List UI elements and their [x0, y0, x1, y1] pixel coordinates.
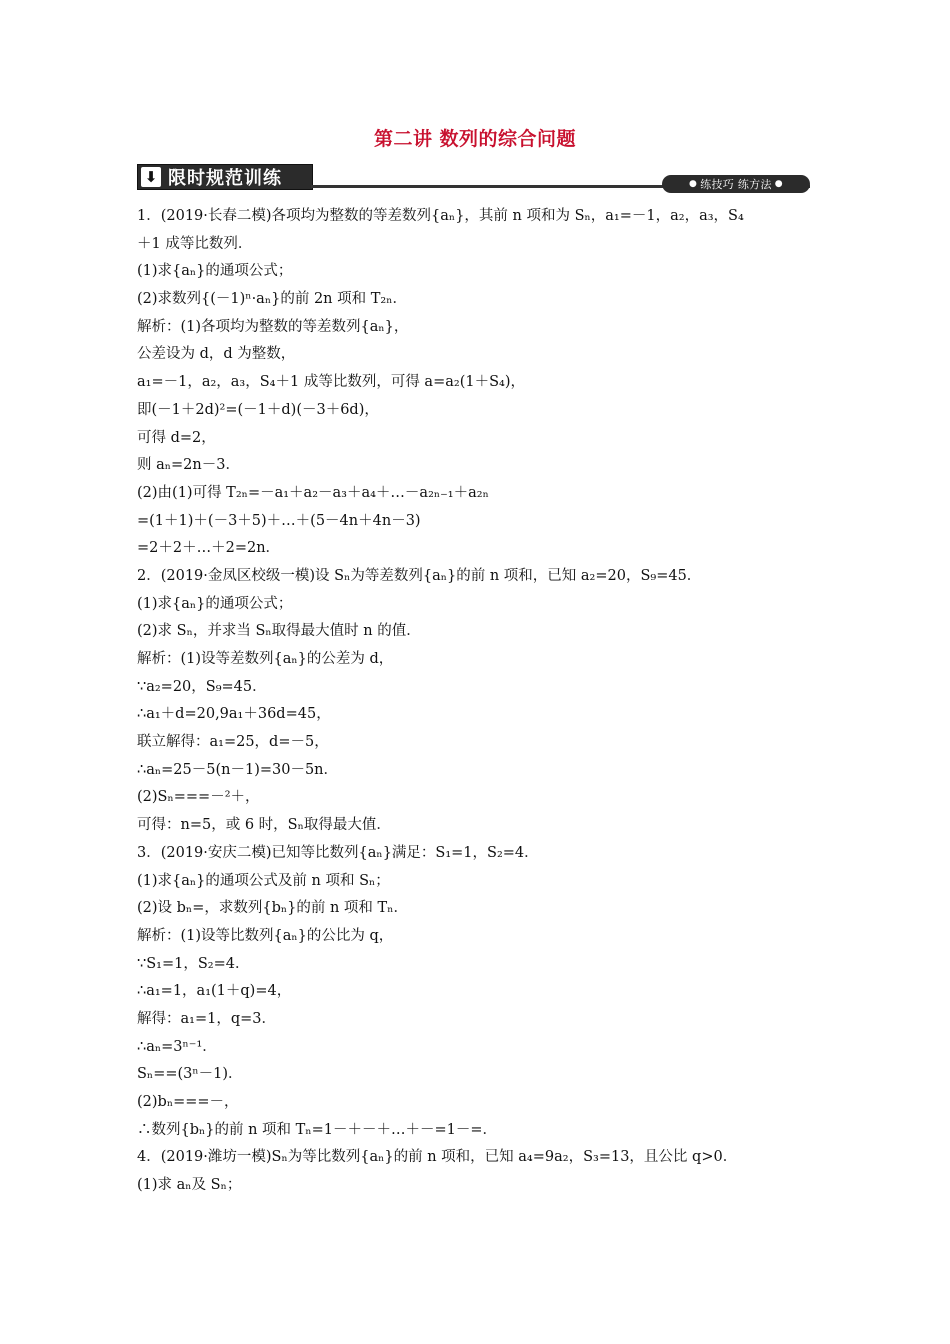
banner-label: 限时规范训练: [168, 168, 282, 189]
page-title: 第二讲 数列的综合问题: [373, 128, 577, 150]
document-body: [137, 203, 813, 1200]
text-line: =2＋2＋…＋2=2n．: [137, 540, 281, 557]
text-line: 4．(2019·潍坊一模)Sₙ为等比数列{aₙ}的前 n 项和，已知 a₄=9a₂，S₃=13，且公比 q>0．: [137, 1149, 738, 1166]
text-line: (2)设 bₙ=，求数列{bₙ}的前 n 项和 Tₙ．: [137, 900, 408, 917]
text-line: (2)由(1)可得 T₂ₙ=－a₁＋a₂－a₃＋a₄＋…－a₂ₙ₋₁＋a₂ₙ: [137, 484, 489, 501]
banner-tag-text: 练技巧 练方法: [700, 178, 772, 191]
text-line: (2)求数列{(－1)ⁿ·aₙ}的前 2n 项和 T₂ₙ．: [137, 291, 407, 308]
text-line: 解析：(1)设等差数列{aₙ}的公差为 d，: [137, 651, 394, 667]
bullet-dot-icon: ●: [774, 179, 783, 189]
text-line: 解析：(1)设等比数列{aₙ}的公比为 q，: [137, 927, 394, 944]
text-line: (2)Sₙ===－²＋，: [137, 789, 260, 806]
text-line: 1．(2019·长春二模)各项均为整数的等差数列{aₙ}，其前 n 项和为 Sₙ，a₁=－1，a₂，a₃，S₄: [137, 208, 744, 224]
banner-label-box: [137, 164, 313, 190]
text-line: a₁=－1，a₂，a₃，S₄＋1 成等比数列，可得 a=a₂(1＋S₄)，: [137, 374, 525, 391]
text-line: ＋1 成等比数列．: [137, 235, 253, 252]
text-line: 可得 d=2，: [137, 429, 216, 446]
text-line: 公差设为 d，d 为整数，: [137, 346, 296, 363]
text-line: ∴aₙ=3ⁿ⁻¹．: [137, 1038, 217, 1055]
text-line: 解析：(1)各项均为整数的等差数列{aₙ}，: [137, 318, 409, 335]
download-arrow-icon: ⬇: [141, 167, 161, 187]
banner-tag: [662, 175, 810, 193]
text-line: (2)bₙ===－，: [137, 1094, 239, 1110]
section-banner: [137, 164, 810, 192]
text-line: 解得：a₁=1，q=3．: [137, 1010, 276, 1027]
text-line: 联立解得：a₁=25，d=－5，: [137, 734, 329, 751]
text-line: 2．(2019·金凤区校级一模)设 Sₙ为等差数列{aₙ}的前 n 项和，已知 a₂=20，S₉=45．: [137, 567, 702, 584]
text-line: =(1＋1)＋(－3＋5)＋…＋(5－4n＋4n－3): [137, 512, 421, 529]
text-line: ∴a₁＋d=20,9a₁＋36d=45，: [137, 706, 331, 723]
bullet-dot-icon: ●: [689, 179, 698, 189]
text-line: ∴数列{bₙ}的前 n 项和 Tₙ=1－＋－＋…＋－=1－=．: [137, 1121, 498, 1138]
text-line: ∵S₁=1，S₂=4．: [137, 955, 250, 972]
text-line: Sₙ==(3ⁿ－1)．: [137, 1066, 243, 1083]
text-line: ∴a₁=1，a₁(1＋q)=4，: [137, 983, 292, 1000]
text-line: 则 aₙ=2n－3．: [137, 457, 240, 474]
text-line: ∴aₙ=25－5(n－1)=30－5n．: [137, 761, 339, 778]
text-line: 即(－1＋2d)²=(－1＋d)(－3＋6d)，: [137, 401, 379, 418]
text-line: (2)求 Sₙ，并求当 Sₙ取得最大值时 n 的值．: [137, 623, 421, 640]
text-line: (1)求 aₙ及 Sₙ；: [137, 1177, 242, 1194]
text-line: (1)求{aₙ}的通项公式；: [137, 263, 293, 280]
text-line: 3．(2019·安庆二模)已知等比数列{aₙ}满足：S₁=1，S₂=4．: [137, 844, 539, 861]
text-line: 可得：n=5，或 6 时，Sₙ取得最大值．: [137, 817, 391, 834]
text-line: (1)求{aₙ}的通项公式；: [137, 595, 293, 612]
text-line: ∵a₂=20，S₉=45．: [137, 678, 267, 695]
text-line: (1)求{aₙ}的通项公式及前 n 项和 Sₙ；: [137, 872, 390, 889]
